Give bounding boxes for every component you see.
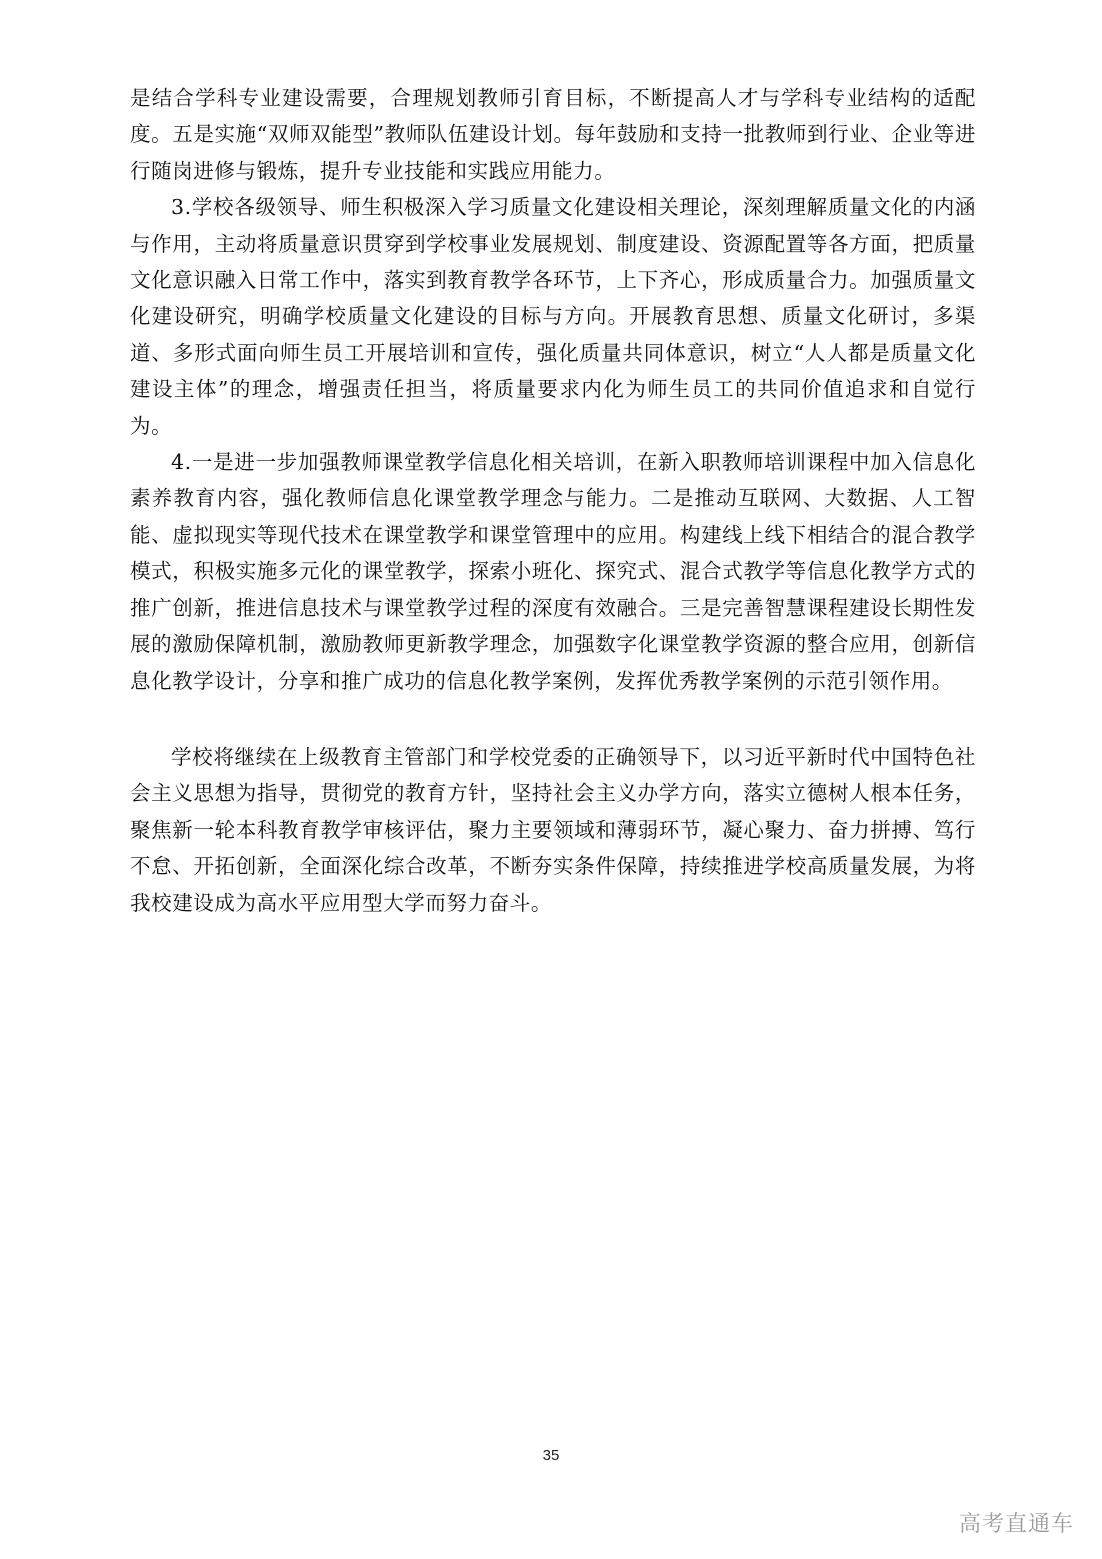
paragraph-item-4: 4.一是进一步加强教师课堂教学信息化相关培训，在新入职教师培训课程中加入信息化素养教育内容，强化教师信息化课堂教学理念与能力。二是推动互联网、大数据、人工智能、虚拟现实等现代技术在课堂教学和课堂管理中的应用。构建线上线下相结合的混合教学模式，积极实施多元化的课堂教学，探索小班化、探究式、混合式教学等信息化教学方式的推广创新，推进信息技术与课堂教学过程的深度有效融合。三是完善智慧课程建设长期性发展的激励保障机制，激励教师更新教学理念，加强数字化课堂教学资源的整合应用，创新信息化教学设计，分享和推广成功的信息化教学案例，发挥优秀教学案例的示范引领作用。 (130, 450, 976, 693)
watermark-text: 高考直通车 (958, 1512, 1074, 1537)
paragraph-conclusion: 学校将继续在上级教育主管部门和学校党委的正确领导下，以习近平新时代中国特色社会主义思想为指导，贯彻党的教育方针，坚持社会主义办学方向，落实立德树人根本任务，聚焦新一轮本科教育教学审核评估，聚力主要领域和薄弱环节，凝心聚力、奋力拼搏、笃行不怠、开拓创新，全面深化综合改革，不断夯实条件保障，持续推进学校高质量发展，为将我校建设成为高水平应用型大学而努力奋斗。 (130, 744, 976, 915)
document-body (130, 80, 976, 921)
paragraph-item-3: 3.学校各级领导、师生积极深入学习质量文化建设相关理论，深刻理解质量文化的内涵与作用，主动将质量意识贯穿到学校事业发展规划、制度建设、资源配置等各方面，把质量文化意识融入日常工作中，落实到教育教学各环节，上下齐心，形成质量合力。加强质量文化建设研究，明确学校质量文化建设的目标与方向。开展教育思想、质量文化研讨，多渠道、多形式面向师生员工开展培训和宣传，强化质量共同体意识，树立“人人都是质量文化建设主体”的理念，增强责任担当，将质量要求内化为师生员工的共同价值追求和自觉行为。 (130, 195, 976, 438)
paragraph-continuation: 是结合学科专业建设需要，合理规划教师引育目标，不断提高人才与学科专业结构的适配度。五是实施“双师双能型”教师队伍建设计划。每年鼓励和支持一批教师到行业、企业等进行随岗进修与锻炼，提升专业技能和实践应用能力。 (130, 86, 976, 183)
page-number: 35 (542, 1447, 560, 1464)
